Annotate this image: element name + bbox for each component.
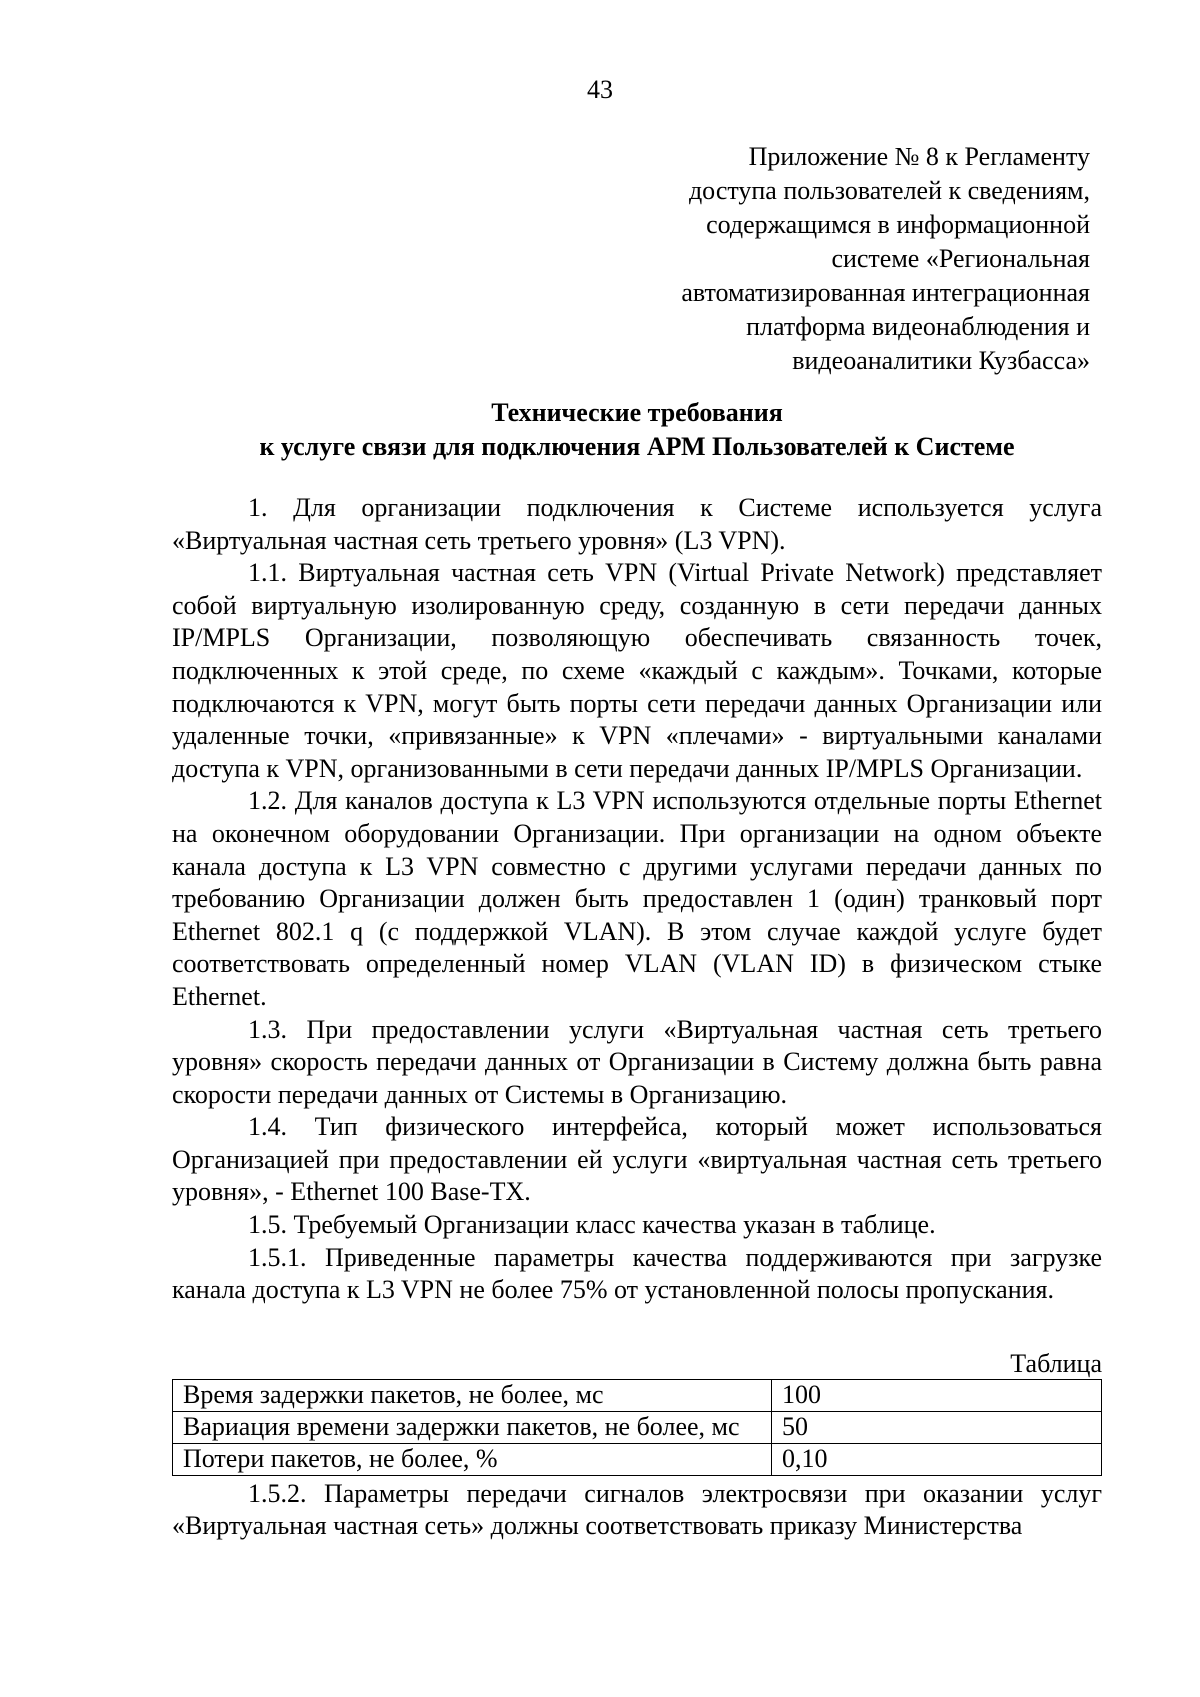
paragraph-1: 1. Для организации подключения к Системе используется услуга «Виртуальная частная сеть третьего уровня» (L3 VPN). bbox=[172, 493, 1102, 555]
table-row bbox=[173, 1443, 1102, 1475]
paragraph-1-5-2: 1.5.2. Параметры передачи сигналов электросвязи при оказании услуг «Виртуальная частная сеть» должны соответствовать приказу Министерства bbox=[172, 1478, 1102, 1541]
document-title bbox=[172, 396, 1102, 464]
appendix-line: доступа пользователей к сведениям, bbox=[688, 176, 1090, 205]
document-body bbox=[172, 492, 1102, 1543]
table-caption: Таблица bbox=[1010, 1348, 1102, 1378]
paragraph-1-5: 1.5. Требуемый Организации класс качества указан в таблице. bbox=[248, 1210, 936, 1240]
table-cell-value: 0,10 bbox=[772, 1443, 1102, 1475]
appendix-line: Приложение № 8 к Регламенту bbox=[748, 142, 1090, 171]
title-line-1: Технические требования bbox=[491, 398, 783, 427]
paragraph-1-5-1: 1.5.1. Приведенные параметры качества поддерживаются при загрузке канала доступа к L3 VPN не более 75% от установленной полосы пропускания. bbox=[172, 1242, 1102, 1305]
table-row bbox=[173, 1411, 1102, 1443]
paragraph-1-3: 1.3. При предоставлении услуги «Виртуальная частная сеть третьего уровня» скорость передачи данных от Организации в Систему должна быть равна скорости передачи данных от Системы в Организацию. bbox=[172, 1014, 1102, 1109]
appendix-header bbox=[530, 140, 1090, 378]
table-cell-param: Время задержки пакетов, не более, мс bbox=[173, 1379, 772, 1411]
paragraph-1-2: 1.2. Для каналов доступа к L3 VPN используются отдельные порты Ethernet на оконечном оборудовании Организации. При организации на одном объекте канала доступа к L3 VPN совместно с другими услугами передачи данных по требованию Организации должен быть предоставлен 1 (один) транковый порт Ethernet 802.1 q (с поддержкой VLAN). В этом случае каждой услуге будет соответствовать определенный номер VLAN (VLAN ID) в физическом стыке Ethernet. bbox=[172, 786, 1102, 1011]
paragraph-1-4: 1.4. Тип физического интерфейса, который может использоваться Организацией при предоставлении ей услуги «виртуальная частная сеть третьего уровня», - Ethernet 100 Base-TX. bbox=[172, 1112, 1102, 1207]
appendix-line: автоматизированная интеграционная bbox=[681, 278, 1090, 307]
table-cell-param: Потери пакетов, не более, % bbox=[173, 1443, 772, 1475]
table-cell-value: 100 bbox=[772, 1379, 1102, 1411]
table-row bbox=[173, 1379, 1102, 1411]
appendix-line: видеоаналитики Кузбасса» bbox=[792, 346, 1090, 375]
table-cell-param: Вариация времени задержки пакетов, не более, мс bbox=[173, 1411, 772, 1443]
page-number: 43 bbox=[587, 75, 613, 104]
table-cell-value: 50 bbox=[772, 1411, 1102, 1443]
paragraph-1-1: 1.1. Виртуальная частная сеть VPN (Virtual Private Network) представляет собой виртуальную изолированную среду, созданную в сети передачи данных IP/MPLS Организации, позволяющую обеспечивать связанность точек, подключенных к этой среде, по схеме «каждый с каждым». Точками, которые подключаются к VPN, могут быть порты сети передачи данных Организации или удаленные точки, «привязанные» к VPN «плечами» - виртуальными каналами доступа к VPN, организованными в сети передачи данных IP/MPLS Организации. bbox=[172, 558, 1102, 783]
quality-table bbox=[172, 1379, 1102, 1476]
appendix-line: содержащимся в информационной bbox=[706, 210, 1090, 239]
title-line-2: к услуге связи для подключения АРМ Пользователей к Системе bbox=[259, 432, 1015, 461]
appendix-line: системе «Региональная bbox=[831, 244, 1090, 273]
appendix-line: платформа видеонаблюдения и bbox=[746, 312, 1090, 341]
